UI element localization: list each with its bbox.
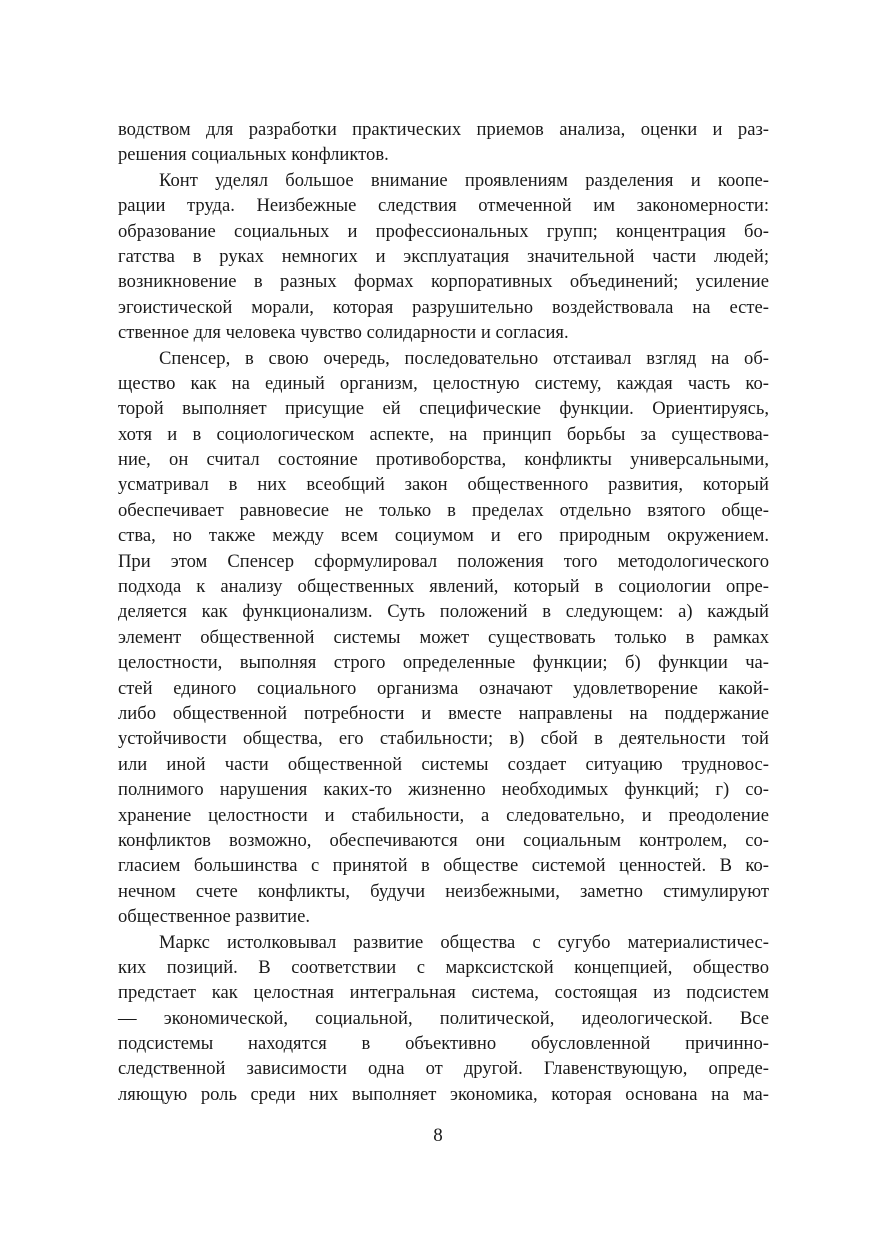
text-line: обеспечивает равновесие не только в пределах отдельно взятого обще- [118,499,769,521]
text-line: устойчивости общества, его стабильности; в) сбой в деятельности той [118,728,769,750]
text-line: хранение целостности и стабильности, а следовательно, и преодоление [118,804,769,826]
text-line: рации труда. Неизбежные следствия отмеченной им закономерности: [118,195,769,217]
body-text [118,117,769,1107]
text-line: нечном счете конфликты, будучи неизбежными, заметно стимулируют [118,880,769,902]
text-line: подхода к анализу общественных явлений, который в социологии опре- [118,576,769,598]
text-line: ляющую роль среди них выполняет экономика, которая основана на ма- [118,1083,769,1105]
paragraph [118,346,769,930]
text-line: Спенсер, в свою очередь, последовательно отстаивал взгляд на об- [159,347,769,369]
text-line: конфликтов возможно, обеспечиваются они социальным контролем, со- [118,829,769,851]
text-line: Маркс истолковывал развитие общества с сугубо материалистичес- [159,931,769,953]
text-line: гатства в руках немногих и эксплуатация значительной части людей; [118,245,769,267]
text-line: решения социальных конфликтов. [118,144,389,166]
text-line: торой выполняет присущие ей специфические функции. Ориентируясь, [118,398,769,420]
text-line: полнимого нарушения каких-то жизненно необходимых функций; г) со- [118,779,769,801]
text-line: либо общественной потребности и вместе направлены на поддержание [118,702,769,724]
text-line: хотя и в социологическом аспекте, на принцип борьбы за существова- [118,423,769,445]
text-line: целостности, выполняя строго определенные функции; б) функции ча- [118,652,769,674]
page-number: 8 [433,1125,443,1146]
text-line: следственной зависимости одна от другой. Главенствующую, опреде- [118,1058,769,1080]
text-line: элемент общественной системы может существовать только в рамках [118,626,769,648]
text-line: предстает как целостная интегральная система, состоящая из подсистем [118,982,769,1004]
text-line: Конт уделял большое внимание проявлениям разделения и коопе- [159,169,769,191]
text-line: гласием большинства с принятой в обществе системой ценностей. В ко- [118,855,769,877]
text-line: или иной части общественной системы создает ситуацию трудновос- [118,753,769,775]
text-line: водством для разработки практических приемов анализа, оценки и раз- [118,119,769,140]
paragraph [118,168,769,346]
text-line: эгоистической морали, которая разрушительно воздействовала на есте- [118,296,769,318]
text-line: ства, но также между всем социумом и его природным окружением. [118,525,769,547]
text-line: подсистемы находятся в объективно обусловленной причинно- [118,1033,769,1055]
text-line: ких позиций. В соответствии с марксистской концепцией, общество [118,956,769,978]
text-line: общественное развитие. [118,906,311,928]
text-line: — экономической, социальной, политической, идеологической. Все [118,1007,769,1029]
paragraph [118,930,769,1108]
text-line: деляется как функционализм. Суть положений в следующем: а) каждый [118,601,769,623]
text-line: щество как на единый организм, целостную систему, каждая часть ко- [118,372,769,394]
text-line: образование социальных и профессиональных групп; концентрация бо- [118,220,769,242]
text-line: возникновение в разных формах корпоративных объединений; усиление [118,271,769,293]
paragraph [118,117,769,168]
text-line: усматривал в них всеобщий закон общественного развития, который [118,474,769,496]
text-line: ственное для человека чувство солидарности и согласия. [118,322,569,344]
text-line: При этом Спенсер сформулировал положения того методологического [118,550,769,572]
text-line: стей единого социального организма означают удовлетворение какой- [118,677,769,699]
text-line: ние, он считал состояние противоборства, конфликты универсальными, [118,449,769,471]
